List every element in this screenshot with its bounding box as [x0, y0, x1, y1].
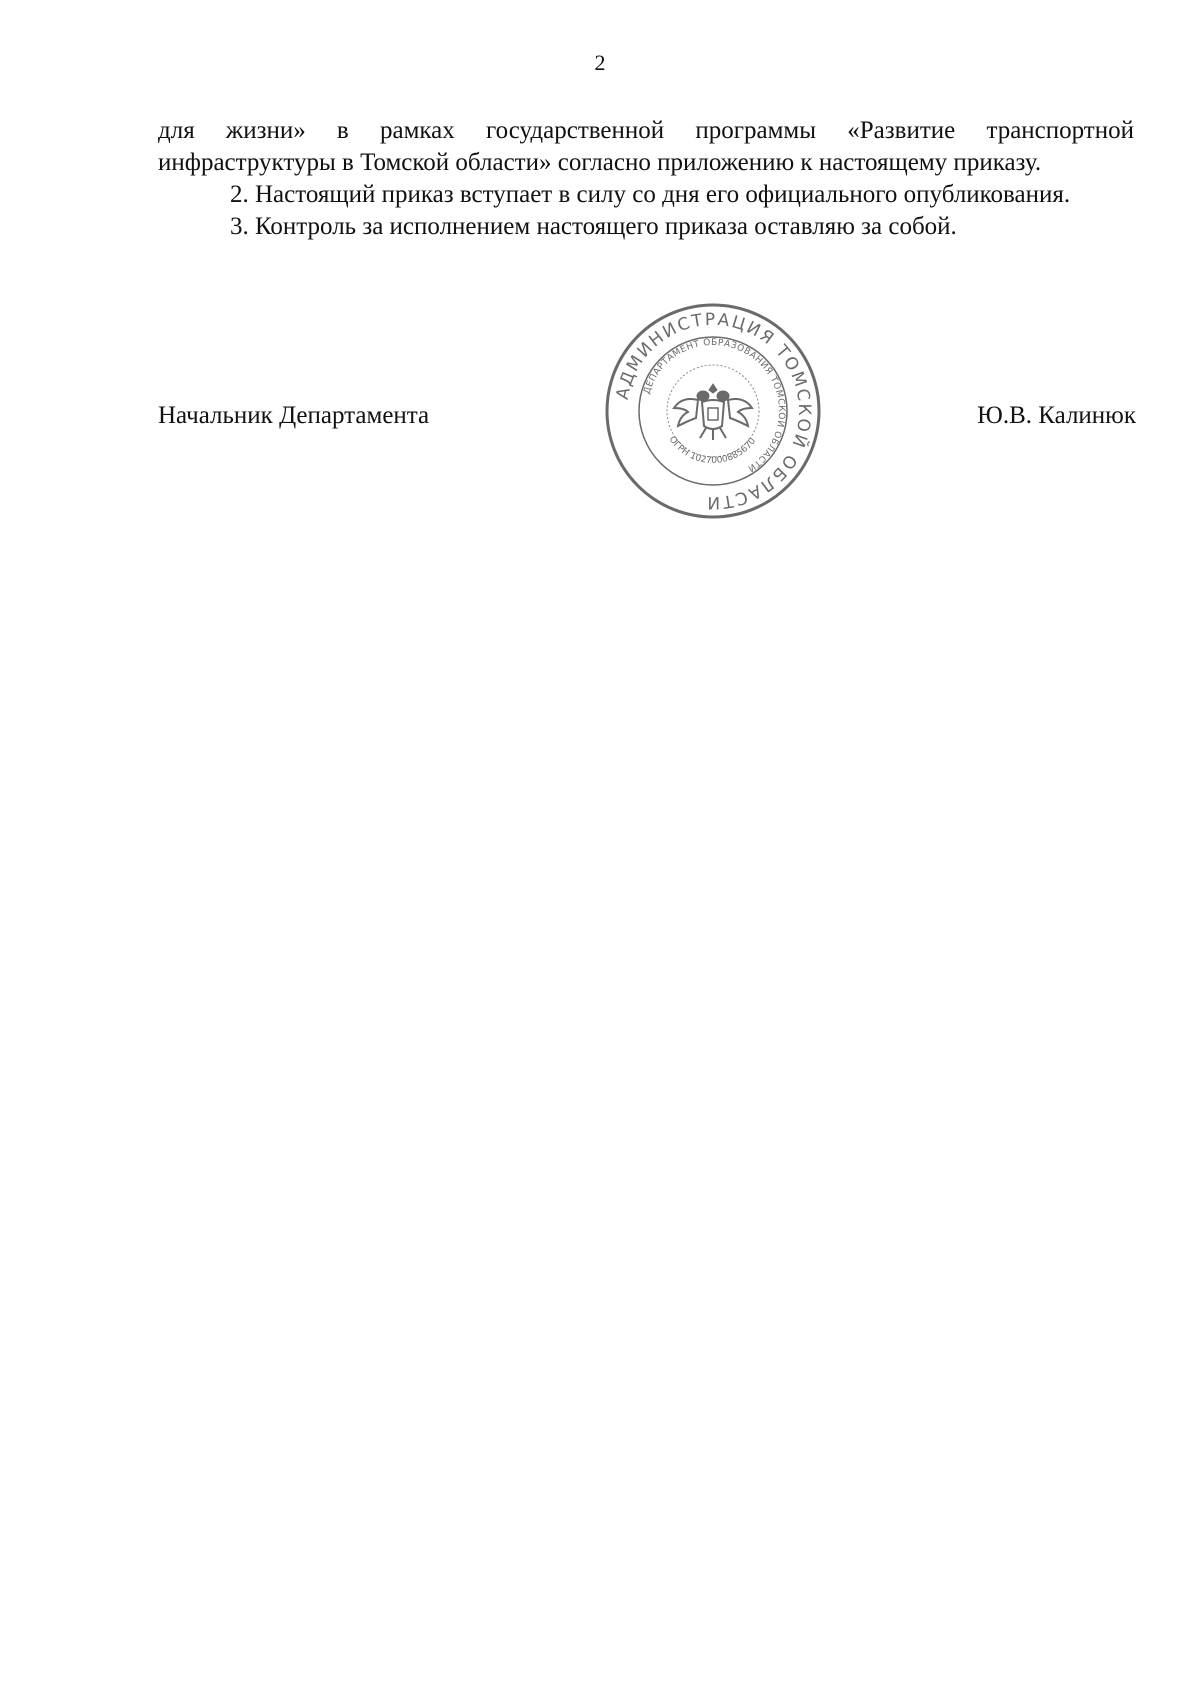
paragraph-effective-date: 2. Настоящий приказ вступает в силу со дня его официального опубликования.: [230, 181, 1071, 208]
seal-outer-text: АДМИНИСТРАЦИЯ ТОМСКОЙ ОБЛАСТИ: [612, 309, 815, 513]
paragraph-control: 3. Контроль за исполнением настоящего приказа оставляю за собой.: [230, 213, 957, 240]
paragraph-continuation: для жизни» в рамках государственной программы «Развитие транспортной инфраструктуры в Томской области» согласно приложению к настоящему приказу.: [158, 117, 1134, 176]
page-number: 2: [594, 50, 606, 75]
seal-code-text: ОГРН 1027000885670: [666, 434, 759, 467]
signatory-name: Ю.В. Калинюк: [977, 402, 1136, 429]
double-headed-eagle-icon: [674, 384, 752, 440]
seal-inner-text: ДЕПАРТАМЕНТ ОБРАЗОВАНИЯ ТОМСКОЙ ОБЛАСТИ: [642, 337, 787, 474]
document-body: [158, 115, 1134, 243]
signatory-title: Начальник Департамента: [158, 402, 430, 429]
official-seal: [602, 300, 824, 522]
